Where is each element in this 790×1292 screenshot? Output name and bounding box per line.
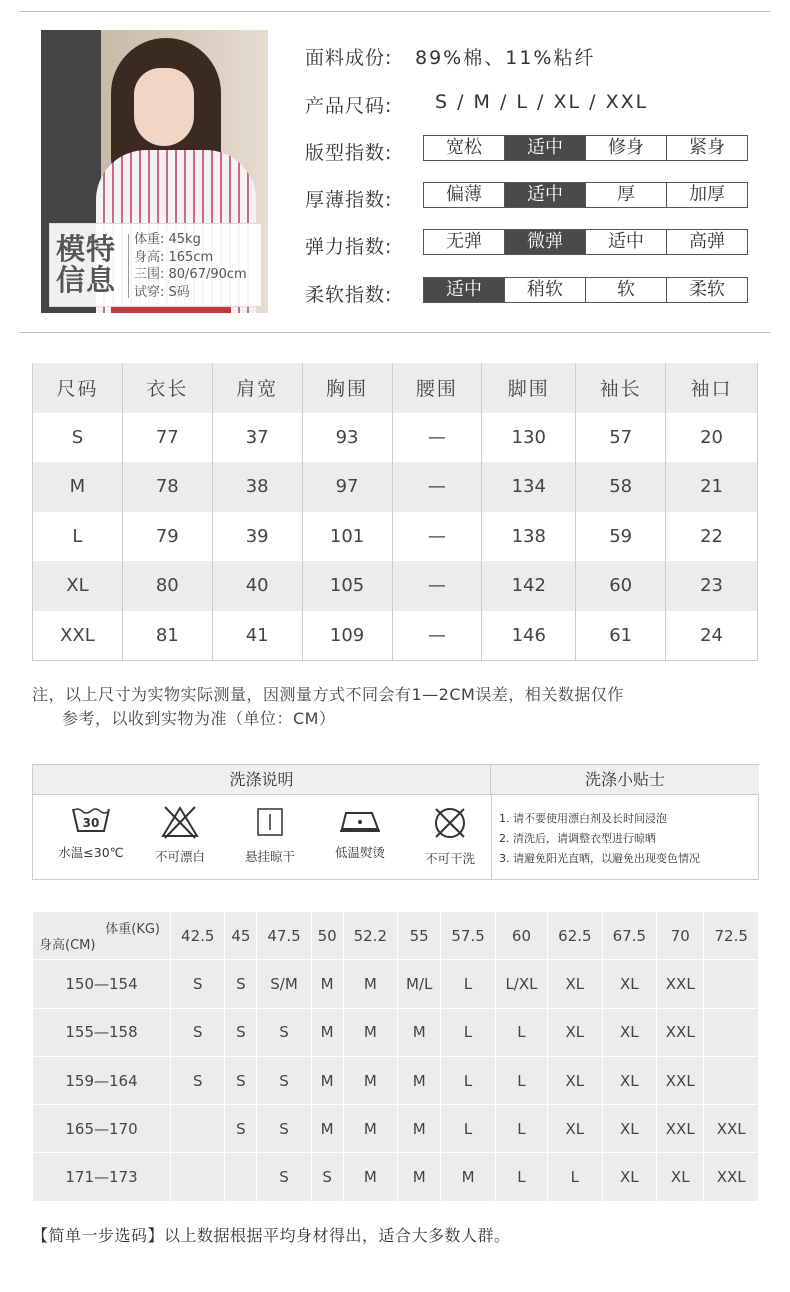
weight-header-cell: 42.5 xyxy=(171,912,225,960)
select-cell: XL xyxy=(602,1153,656,1201)
size-header-cell: 衣长 xyxy=(122,363,212,413)
size-cell: S xyxy=(33,413,123,463)
wash-instructions xyxy=(32,764,759,880)
size-table xyxy=(32,363,758,661)
select-row xyxy=(33,960,759,1008)
select-cell: S xyxy=(171,1056,225,1104)
size-cell: 130 xyxy=(482,413,576,463)
select-row xyxy=(33,1105,759,1153)
select-cell: S xyxy=(311,1153,343,1201)
index-option: 无弹 xyxy=(446,231,482,252)
select-cell: XXL xyxy=(704,1153,759,1201)
index-option: 偏薄 xyxy=(446,184,482,205)
model-photo xyxy=(41,30,268,313)
size-cell: 101 xyxy=(302,512,392,562)
top-divider xyxy=(20,11,770,12)
size-cell: — xyxy=(392,462,482,512)
index-label: 弹力指数: xyxy=(305,236,393,258)
size-cell: 60 xyxy=(576,561,666,611)
model-info-box xyxy=(49,223,262,307)
size-cell: 105 xyxy=(302,561,392,611)
size-row xyxy=(33,611,758,661)
model-measurements: 三围: 80/67/90cm xyxy=(134,267,247,282)
size-header-cell: 腰围 xyxy=(392,363,482,413)
select-cell: XL xyxy=(548,1105,602,1153)
low-iron-icon xyxy=(338,805,382,835)
select-cell: M xyxy=(343,960,397,1008)
select-cell: M xyxy=(343,1008,397,1056)
size-cell: XL xyxy=(33,561,123,611)
select-cell xyxy=(171,1153,225,1201)
size-cell: — xyxy=(392,512,482,562)
select-row xyxy=(33,1056,759,1104)
index-option: 适中 xyxy=(424,278,504,302)
select-cell xyxy=(171,1105,225,1153)
select-cell: M xyxy=(343,1153,397,1201)
select-cell: XXL xyxy=(657,960,704,1008)
index-scale xyxy=(423,135,748,161)
height-cell: 150—154 xyxy=(33,960,171,1008)
size-header-cell: 肩宽 xyxy=(212,363,302,413)
hang-dry-icon xyxy=(250,805,290,839)
index-option: 紧身 xyxy=(666,136,747,160)
size-cell: 97 xyxy=(302,462,392,512)
size-cell: 146 xyxy=(482,611,576,661)
select-cell xyxy=(704,1008,759,1056)
select-cell: L xyxy=(495,1008,547,1056)
size-cell: 21 xyxy=(666,462,758,512)
size-cell: XXL xyxy=(33,611,123,661)
height-cell: 171—173 xyxy=(33,1153,171,1201)
select-cell: XXL xyxy=(657,1105,704,1153)
weight-header-cell: 62.5 xyxy=(548,912,602,960)
size-cell: 24 xyxy=(666,611,758,661)
size-row xyxy=(33,512,758,562)
index-label: 版型指数: xyxy=(305,142,393,164)
model-weight: 体重: 45kg xyxy=(134,232,201,247)
footer-note: 【简单一步选码】以上数据根据平均身材得出，适合大多数人群。 xyxy=(32,1226,511,1245)
select-cell xyxy=(225,1153,257,1201)
select-cell: L xyxy=(441,1105,495,1153)
select-cell: L xyxy=(548,1153,602,1201)
tip-1: 1. 请不要使用漂白剂及长时间浸泡 xyxy=(499,812,667,825)
no-bleach-icon xyxy=(160,805,200,839)
size-cell: 41 xyxy=(212,611,302,661)
size-cell: 38 xyxy=(212,462,302,512)
select-cell: XL xyxy=(657,1153,704,1201)
weight-header-cell: 50 xyxy=(311,912,343,960)
select-cell: XXL xyxy=(704,1105,759,1153)
size-cell: 134 xyxy=(482,462,576,512)
size-cell: 39 xyxy=(212,512,302,562)
size-cell: 59 xyxy=(576,512,666,562)
select-cell: L xyxy=(441,1056,495,1104)
size-header-cell: 尺码 xyxy=(33,363,123,413)
select-cell xyxy=(704,1056,759,1104)
size-header-cell: 袖长 xyxy=(576,363,666,413)
select-cell xyxy=(704,960,759,1008)
weight-header-cell: 60 xyxy=(495,912,547,960)
no-dry-clean-item xyxy=(410,805,490,867)
select-cell: M xyxy=(311,960,343,1008)
index-scale xyxy=(423,229,748,255)
section-divider xyxy=(20,332,770,333)
weight-header-cell: 67.5 xyxy=(602,912,656,960)
select-cell: S xyxy=(257,1105,311,1153)
select-cell: S xyxy=(225,1056,257,1104)
weight-header-cell: 45 xyxy=(225,912,257,960)
size-cell: L xyxy=(33,512,123,562)
weight-header-cell: 47.5 xyxy=(257,912,311,960)
select-cell: L xyxy=(441,1008,495,1056)
size-cell: 61 xyxy=(576,611,666,661)
fabric-label: 面料成份: xyxy=(305,47,393,69)
select-cell: S xyxy=(171,960,225,1008)
wash-30-icon xyxy=(71,805,111,835)
index-scale xyxy=(423,182,748,208)
note-line-2: 参考，以收到实物为准（单位：CM） xyxy=(62,709,336,728)
select-cell: M xyxy=(398,1056,441,1104)
select-cell: XL xyxy=(602,960,656,1008)
index-option: 修身 xyxy=(585,136,666,160)
wash-30-label: 水温≤30℃ xyxy=(58,845,124,860)
weight-header-cell: 72.5 xyxy=(704,912,759,960)
hang-dry-item xyxy=(230,805,310,865)
index-option: 宽松 xyxy=(446,137,482,158)
select-cell: S xyxy=(171,1008,225,1056)
select-cell: L xyxy=(495,1105,547,1153)
select-cell: M/L xyxy=(398,960,441,1008)
size-header-cell: 袖口 xyxy=(666,363,758,413)
select-cell: M xyxy=(343,1105,397,1153)
size-cell: 78 xyxy=(122,462,212,512)
model-height: 身高: 165cm xyxy=(134,249,214,265)
select-row xyxy=(33,1008,759,1056)
tip-2: 2. 清洗后，请调整衣型进行晾晒 xyxy=(499,832,656,845)
select-cell: S/M xyxy=(257,960,311,1008)
index-label: 厚薄指数: xyxy=(305,189,393,211)
select-cell: M xyxy=(311,1105,343,1153)
select-cell: XL xyxy=(602,1105,656,1153)
select-cell: XL xyxy=(602,1056,656,1104)
index-option: 加厚 xyxy=(666,183,747,207)
weight-header-cell: 57.5 xyxy=(441,912,495,960)
index-option: 微弹 xyxy=(504,230,585,254)
index-option: 适中 xyxy=(504,183,585,207)
select-cell: S xyxy=(257,1056,311,1104)
low-iron-item xyxy=(320,805,400,861)
size-cell: — xyxy=(392,611,482,661)
select-cell: M xyxy=(398,1105,441,1153)
size-row xyxy=(33,561,758,611)
select-cell: M xyxy=(343,1056,397,1104)
size-cell: 109 xyxy=(302,611,392,661)
size-cell: 77 xyxy=(122,413,212,463)
index-option: 稍软 xyxy=(504,278,585,302)
model-tried-size: 试穿: S码 xyxy=(134,284,190,300)
size-cell: 23 xyxy=(666,561,758,611)
svg-text:30: 30 xyxy=(82,816,100,830)
height-cell: 165—170 xyxy=(33,1105,171,1153)
size-row xyxy=(33,413,758,463)
select-cell: S xyxy=(257,1008,311,1056)
no-dry-clean-icon xyxy=(430,805,470,841)
index-scale xyxy=(423,277,748,303)
size-cell: 81 xyxy=(122,611,212,661)
select-cell: S xyxy=(225,1008,257,1056)
size-cell: 40 xyxy=(212,561,302,611)
weight-header-cell: 52.2 xyxy=(343,912,397,960)
select-cell: XL xyxy=(548,1056,602,1104)
size-cell: 20 xyxy=(666,413,758,463)
index-option: 高弹 xyxy=(666,230,747,254)
no-dry-clean-label: 不可干洗 xyxy=(424,851,475,866)
wash-title: 洗涤说明 xyxy=(33,765,491,795)
no-bleach-label: 不可漂白 xyxy=(154,849,205,864)
size-cell: — xyxy=(392,561,482,611)
select-row xyxy=(33,1153,759,1201)
wash-tips-title: 洗涤小贴士 xyxy=(491,765,759,795)
size-cell: 22 xyxy=(666,512,758,562)
select-cell: L xyxy=(441,960,495,1008)
size-cell: 138 xyxy=(482,512,576,562)
height-cell: 155—158 xyxy=(33,1008,171,1056)
select-cell: XL xyxy=(602,1008,656,1056)
select-cell: L xyxy=(495,1153,547,1201)
select-cell: XXL xyxy=(657,1056,704,1104)
table-corner xyxy=(33,912,171,960)
low-iron-label: 低温熨烫 xyxy=(334,845,385,860)
wash-tips xyxy=(499,809,700,869)
size-cell: 37 xyxy=(212,413,302,463)
size-cell: M xyxy=(33,462,123,512)
select-cell: XL xyxy=(548,1008,602,1056)
size-selection-table xyxy=(32,911,759,1202)
select-cell: M xyxy=(398,1008,441,1056)
select-cell: S xyxy=(257,1153,311,1201)
sizes-label: 产品尺码: xyxy=(305,95,393,117)
size-cell: 79 xyxy=(122,512,212,562)
size-cell: 58 xyxy=(576,462,666,512)
height-axis-label: 身高(CM) xyxy=(39,938,96,954)
select-cell: M xyxy=(441,1153,495,1201)
wash-30-item xyxy=(51,805,131,861)
size-cell: 80 xyxy=(122,561,212,611)
index-option: 软 xyxy=(585,278,666,302)
sizes-value: S / M / L / XL / XXL xyxy=(435,91,649,113)
tip-3: 3. 请避免阳光直晒，以避免出现变色情况 xyxy=(499,852,700,865)
weight-header-cell: 55 xyxy=(398,912,441,960)
select-cell: M xyxy=(311,1056,343,1104)
note-line-1: 注，以上尺寸为实物实际测量，因测量方式不同会有1—2CM误差，相关数据仅作 xyxy=(32,685,624,704)
no-bleach-item xyxy=(140,805,220,865)
select-cell: M xyxy=(398,1153,441,1201)
select-cell: XL xyxy=(548,960,602,1008)
size-cell: 93 xyxy=(302,413,392,463)
measurement-note xyxy=(32,683,624,731)
index-option: 适中 xyxy=(504,136,585,160)
size-row xyxy=(33,462,758,512)
select-cell: S xyxy=(225,1105,257,1153)
weight-axis-label: 体重(KG) xyxy=(105,922,160,937)
select-cell: S xyxy=(225,960,257,1008)
size-cell: 142 xyxy=(482,561,576,611)
select-cell: XXL xyxy=(657,1008,704,1056)
index-option: 厚 xyxy=(585,183,666,207)
size-cell: 57 xyxy=(576,413,666,463)
select-cell: L/XL xyxy=(495,960,547,1008)
height-cell: 159—164 xyxy=(33,1056,171,1104)
hang-dry-label: 悬挂晾干 xyxy=(244,849,295,864)
size-header-cell: 胸围 xyxy=(302,363,392,413)
index-option: 适中 xyxy=(585,230,666,254)
size-header-cell: 脚围 xyxy=(482,363,576,413)
model-info-title: 模特信息 xyxy=(56,232,117,297)
fabric-value: 89%棉、11%粘纤 xyxy=(415,47,596,69)
index-label: 柔软指数: xyxy=(305,284,393,306)
index-option: 柔软 xyxy=(666,278,747,302)
select-cell: M xyxy=(311,1008,343,1056)
select-cell: L xyxy=(495,1056,547,1104)
size-cell: — xyxy=(392,413,482,463)
weight-header-cell: 70 xyxy=(657,912,704,960)
